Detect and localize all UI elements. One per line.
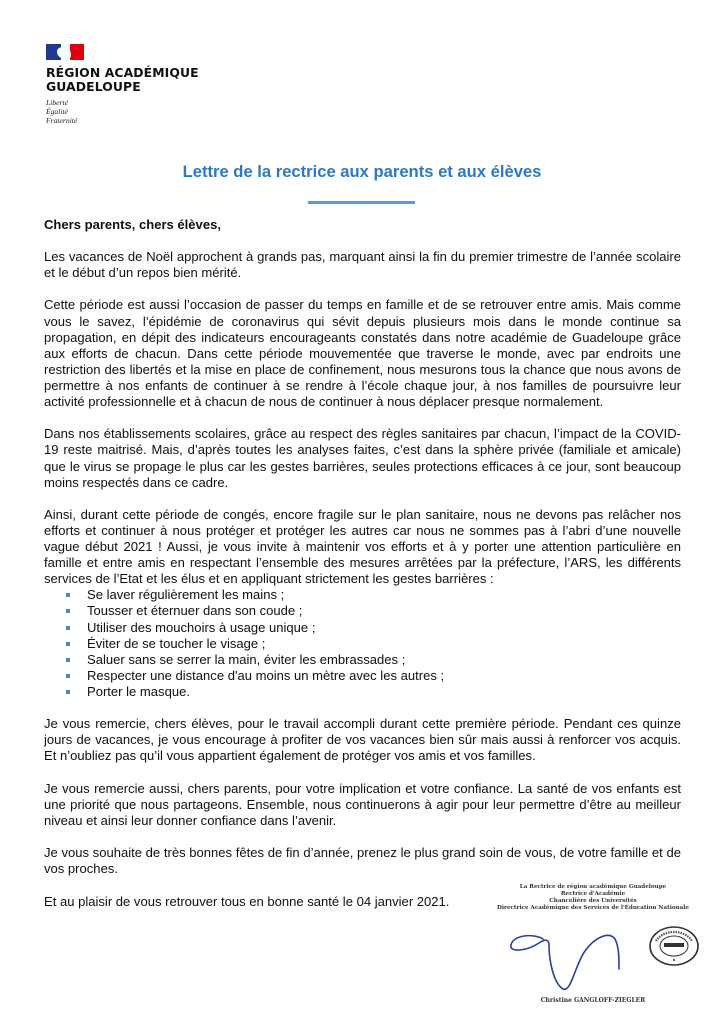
signatory-title: La Rectrice de région académique Guadeloupe bbox=[519, 884, 667, 890]
motto-fraternite: Fraternité bbox=[46, 116, 78, 125]
logo-line-guadeloupe: GUADELOUPE bbox=[46, 79, 141, 94]
list-item: Porter le masque. bbox=[44, 684, 681, 700]
greeting: Chers parents, chers élèves, bbox=[44, 217, 221, 232]
paragraph: Je vous remercie, chers élèves, pour le travail accompli durant cette première période. Pendant ces quinze jours de vacances, je vous encourage à profiter de vos vacances bien sûr mais aussi à renforcer vos acquis. Et n’oubliez pas qu’il vous appartient également de protéger vos amis et vos familles. bbox=[44, 716, 681, 764]
signer-name: Christine GANGLOFF-ZIEGLER bbox=[540, 997, 646, 1004]
republic-logo bbox=[46, 44, 226, 125]
square-bullet-icon bbox=[66, 609, 70, 613]
list-item: Éviter de se toucher le visage ; bbox=[44, 636, 681, 652]
barrier-gestures-list bbox=[44, 587, 681, 700]
list-item: Tousser et éternuer dans son coude ; bbox=[44, 603, 681, 619]
paragraph: Dans nos établissements scolaires, grâce au respect des règles sanitaires par chacun, l’impact de la COVID-19 reste maitrisé. Mais, d’après toutes les analyses faites, c’est dans la sphère privée (familiale et amicale) que le virus se propage le plus car les gestes barrières, seules protections efficaces à ce jour, sont beaucoup moins respectés dans ce cadre. bbox=[44, 426, 681, 490]
square-bullet-icon bbox=[66, 593, 70, 597]
handwritten-signature-icon bbox=[505, 925, 625, 995]
marianne-flag-icon bbox=[46, 44, 84, 60]
list-item: Utiliser des mouchoirs à usage unique ; bbox=[44, 620, 681, 636]
signatory-title: Chancelière des Universités bbox=[549, 898, 637, 904]
signatory-titles bbox=[468, 884, 718, 912]
republic-motto bbox=[46, 98, 226, 125]
letter-body bbox=[44, 217, 681, 926]
paragraph: Je vous souhaite de très bonnes fêtes de fin d’année, prenez le plus grand soin de vous, de votre famille et de vos proches. bbox=[44, 845, 681, 877]
paragraph: Je vous remercie aussi, chers parents, pour votre implication et votre confiance. La santé de vos enfants est une priorité que nous partageons. Ensemble, nous continuerons à agir pour leur permettre d’être au meilleur niveau et ainsi leur donner confiance dans l’avenir. bbox=[44, 780, 681, 828]
square-bullet-icon bbox=[66, 626, 70, 630]
title-underline bbox=[308, 201, 415, 204]
paragraph: Ainsi, durant cette période de congés, encore fragile sur le plan sanitaire, nous ne devons pas relâcher nos efforts et continuer à nous protéger et protéger les autres car nous ne sommes pas à l’abri d’une nouvelle vague début 2021 ! Aussi, je vous invite à maintenir vos efforts et à y porter une attention particulière en famille et entre amis en respectant l’ensemble des mesures arrêtées par la préfecture, l’ARS, les différents services de l’Etat et les élus et en appliquant strictement les gestes barrières : bbox=[44, 506, 681, 587]
motto-egalite: Égalité bbox=[46, 107, 68, 116]
paragraph: Les vacances de Noël approchent à grands pas, marquant ainsi la fin du premier trimestre de l’année scolaire et le début d’un repos bien mérité. bbox=[44, 249, 681, 281]
list-item: Saluer sans se serrer la main, éviter les embrassades ; bbox=[44, 652, 681, 668]
signatory-title: Directrice Académique des Services de l'Éducation Nationale bbox=[497, 905, 689, 911]
square-bullet-icon bbox=[66, 674, 70, 678]
paragraph: Cette période est aussi l’occasion de passer du temps en famille et de se retrouver entre amis. Mais comme vous le savez, l’épidémie de coronavirus qui sévit depuis plusieurs mois dans le monde continue sa propagation, en dépit des indicateurs encourageants constatés dans notre académie de Guadeloupe grâce aux efforts de chacun. Dans cette période mouvementée que traverse le monde, avec par endroits une restriction des libertés et la mise en place de confinement, nous mesurons tous la chance que nous avons de permettre à nos enfants de continuer à se rendre à l’école chaque jour, à nos familles de poursuivre leur activité professionnelle et à chacun de nous de continuer à nous déplacer presque normalement. bbox=[44, 297, 681, 410]
letter-title: Lettre de la rectrice aux parents et aux élèves bbox=[182, 162, 542, 181]
square-bullet-icon bbox=[66, 658, 70, 662]
closing-line: Et au plaisir de vous retrouver tous en bonne santé le 04 janvier 2021. bbox=[44, 893, 450, 909]
list-item: Se laver régulièrement les mains ; bbox=[44, 587, 681, 603]
list-item: Respecter une distance d'au moins un mètre avec les autres ; bbox=[44, 668, 681, 684]
signatory-title: Rectrice d'Académie bbox=[560, 891, 626, 897]
motto-liberte: Liberté bbox=[46, 98, 68, 107]
square-bullet-icon bbox=[66, 690, 70, 694]
rectorat-stamp-icon bbox=[648, 925, 700, 967]
square-bullet-icon bbox=[66, 642, 70, 646]
logo-line-region: RÉGION ACADÉMIQUE bbox=[46, 65, 199, 80]
